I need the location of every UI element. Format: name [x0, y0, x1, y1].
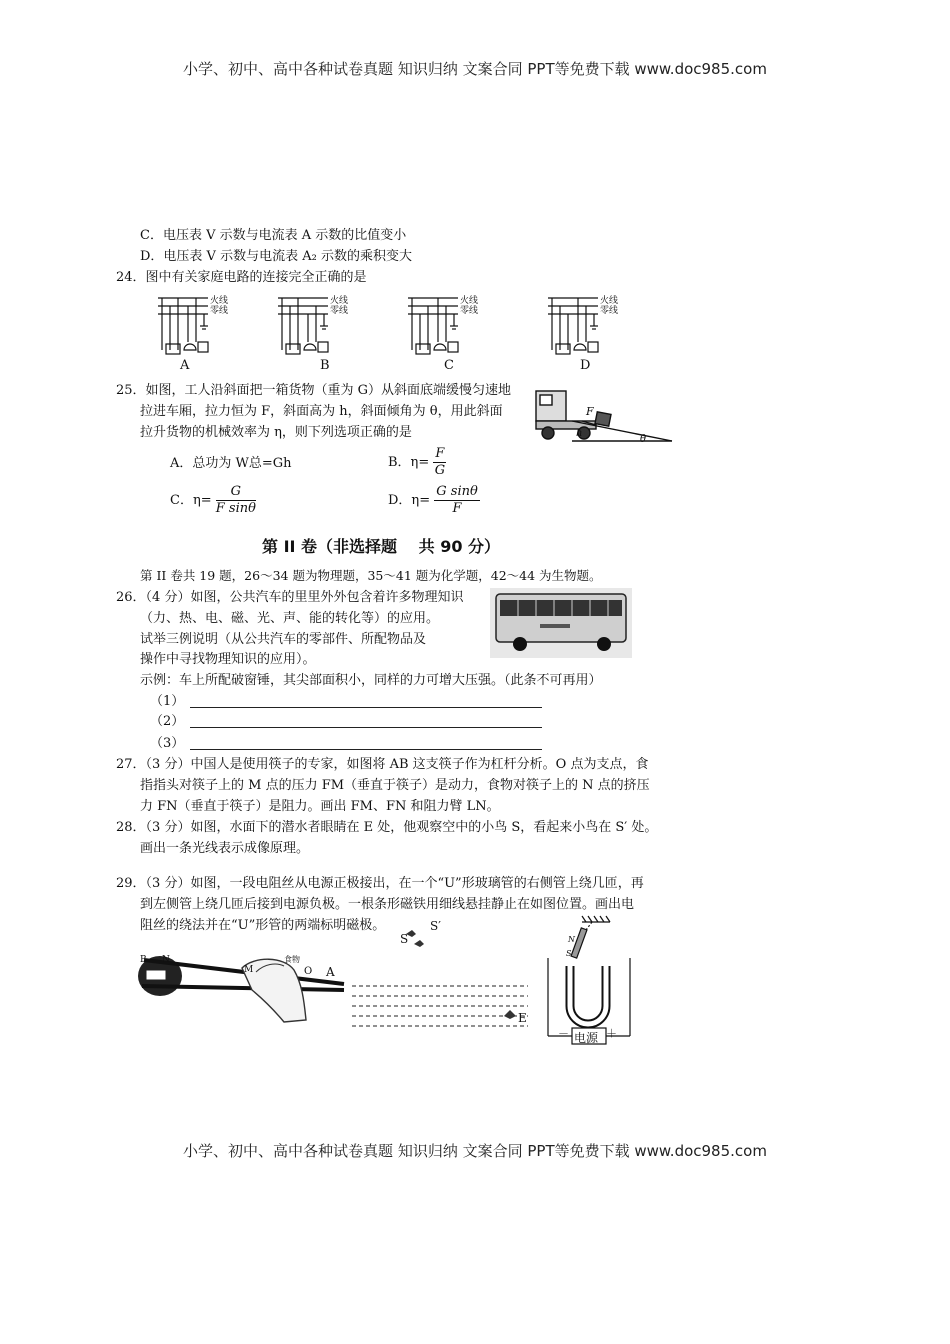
chopstick-point-n: N	[162, 955, 170, 965]
circuit-d-neutral-label: 零线	[600, 306, 619, 316]
q25-option-b-denominator: G	[434, 463, 446, 478]
q23-option-d: D．电压表 V 示数与电流表 A₂ 示数的乘积变大	[140, 249, 412, 264]
circuit-c-live-label: 火线	[460, 296, 479, 306]
q27-line-3: 力 FN（垂直于筷子）是阻力。画出 FM、FN 和阻力臂 LN。	[140, 799, 500, 814]
q25-option-b-label: B．η=	[388, 455, 430, 470]
q29-line-2: 到左侧管上绕几匝后接到电源负极。一根条形磁铁用细线悬挂静止在如图位置。画出电	[140, 897, 635, 912]
q26-line-3: 试举三例说明（从公共汽车的零部件、所配物品及	[140, 632, 427, 647]
magnet-south-label: S	[566, 949, 572, 958]
power-positive-terminal: ＋	[606, 1027, 617, 1040]
q28-line-1: 28．（3 分）如图，水面下的潜水者眼睛在 E 处，他观察空中的小鸟 S，看起来小鸟在 S′ 处。	[116, 820, 658, 835]
ramp-angle-label: θ	[640, 434, 647, 445]
q29-line-1: 29．（3 分）如图，一段电阻丝从电源正极接出，在一个“U”形玻璃管的右侧管上绕几匝，再	[116, 876, 644, 891]
q26-answer-1[interactable]	[150, 692, 542, 712]
q25-option-c-denominator: F sinθ	[215, 501, 256, 516]
q28-line-2: 画出一条光线表示成像原理。	[140, 841, 310, 856]
chopstick-point-m: M	[244, 965, 254, 975]
q24-stem: 24．图中有关家庭电路的连接完全正确的是	[116, 270, 367, 285]
q25-option-b	[388, 446, 446, 479]
circuit-d-live-label: 火线	[600, 296, 619, 306]
magnet-north-label: N	[568, 935, 575, 944]
q26-answer-3-label: （3）	[150, 736, 185, 751]
footer-banner: 小学、初中、高中各种试卷真题 知识归纳 文案合同 PPT等免费下载 www.doc985.com	[183, 1142, 767, 1160]
q25-line-1: 25．如图，工人沿斜面把一箱货物（重为 G）从斜面底端缓慢匀速地	[116, 383, 512, 398]
q25-option-d-label: D．η=	[388, 493, 431, 508]
q25-option-c-label: C．η=	[170, 493, 212, 508]
chopstick-point-o: O	[304, 966, 313, 977]
q26-answer-3[interactable]	[150, 734, 542, 754]
circuit-label-b: B	[320, 358, 330, 373]
ramp-height-label: h	[576, 428, 583, 439]
q26-answer-2-label: （2）	[150, 714, 185, 729]
bus-figure	[490, 588, 632, 658]
q27-line-2: 指指头对筷子上的 M 点的压力 FM（垂直于筷子）是动力，食物对筷子上的 N 点的挤压	[140, 778, 650, 793]
water-refraction-figure	[352, 920, 532, 1040]
q25-line-2: 拉进车厢，拉力恒为 F，斜面高为 h，斜面倾角为 θ，用此斜面	[140, 404, 503, 419]
circuit-a-live-label: 火线	[210, 296, 229, 306]
chopstick-food-label: 食物	[284, 955, 300, 964]
q26-answer-1-label: （1）	[150, 694, 185, 709]
section-2-title: 第 II 卷（非选择题 共 90 分）	[262, 537, 501, 556]
q26-answer-2[interactable]	[150, 712, 542, 732]
chopstick-point-b: B	[140, 955, 147, 965]
power-negative-terminal: －	[558, 1027, 569, 1040]
q23-option-c: C．电压表 V 示数与电流表 A 示数的比值变小	[140, 228, 407, 243]
q25-option-c-numerator: G	[216, 484, 256, 501]
q25-option-d-denominator: F	[452, 501, 462, 516]
q25-option-b-numerator: F	[435, 446, 445, 461]
circuit-label-a: A	[180, 358, 190, 373]
ramp-truck-figure	[532, 385, 676, 447]
bird-label: S	[400, 932, 409, 946]
circuit-c-neutral-label: 零线	[460, 306, 479, 316]
eye-label: E	[518, 1011, 527, 1025]
q25-option-d	[388, 484, 480, 517]
q26-line-1: 26．（4 分）如图，公共汽车的里里外外包含着许多物理知识	[116, 590, 464, 605]
circuit-label-d: D	[580, 358, 591, 373]
bird-image-label: S′	[430, 919, 441, 933]
q25-option-a: A．总功为 W总=Gh	[170, 456, 292, 471]
circuit-a-neutral-label: 零线	[210, 306, 229, 316]
power-supply-label: 电源	[574, 1031, 599, 1045]
q29-line-3: 阻丝的绕法并在“U”形管的两端标明磁极。	[140, 918, 386, 933]
circuit-b-neutral-label: 零线	[330, 306, 349, 316]
q25-line-3: 拉升货物的机械效率为 η，则下列选项正确的是	[140, 425, 412, 440]
circuit-label-c: C	[444, 358, 454, 373]
q26-example: 示例：车上所配破窗锤，其尖部面积小，同样的力可增大压强。（此条不可再用）	[140, 673, 602, 688]
section-2-note: 第 II 卷共 19 题，26～34 题为物理题，35～41 题为化学题，42～44 为生物题。	[140, 568, 602, 583]
q25-option-d-numerator: G sinθ	[436, 484, 478, 499]
chopstick-point-a: A	[326, 965, 335, 979]
ramp-force-label: F	[586, 405, 594, 418]
q26-line-2: （力、热、电、磁、光、声、能的转化等）的应用。	[140, 611, 440, 626]
circuit-b-live-label: 火线	[330, 296, 349, 306]
header-banner: 小学、初中、高中各种试卷真题 知识归纳 文案合同 PPT等免费下载 www.doc985.com	[183, 60, 767, 78]
q27-line-1: 27．（3 分）中国人是使用筷子的专家，如图将 AB 这支筷子作为杠杆分析。O 点为支点，食	[116, 757, 649, 772]
q25-option-c	[170, 484, 256, 517]
q26-line-4: 操作中寻找物理知识的应用）。	[140, 652, 316, 667]
